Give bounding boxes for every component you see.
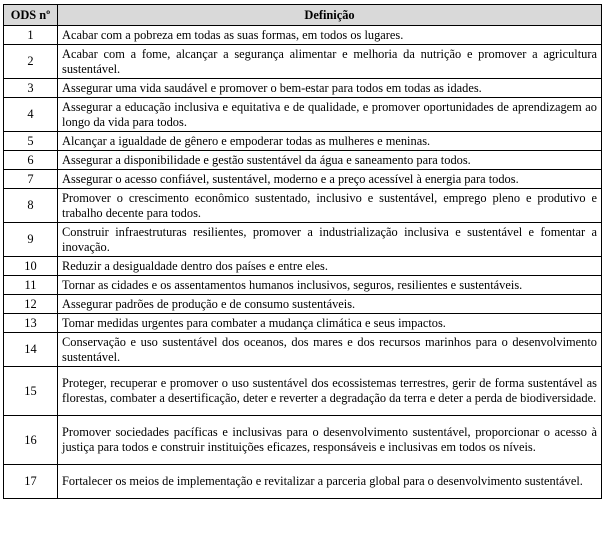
row-number: 16 — [4, 416, 58, 465]
row-number: 14 — [4, 333, 58, 367]
ods-table-container — [3, 4, 601, 499]
row-number: 3 — [4, 79, 58, 98]
row-number: 8 — [4, 189, 58, 223]
row-definition: Acabar com a pobreza em todas as suas formas, em todos os lugares. — [58, 26, 602, 45]
row-definition: Reduzir a desigualdade dentro dos países e entre eles. — [58, 257, 602, 276]
header-ods-number: ODS nº — [4, 5, 58, 26]
row-definition: Promover sociedades pacíficas e inclusivas para o desenvolvimento sustentável, proporcionar o acesso à justiça para todos e construir instituições eficazes, responsáveis e inclusivas em todos os níveis. — [58, 416, 602, 465]
table-row — [4, 132, 602, 151]
row-number: 5 — [4, 132, 58, 151]
table-row — [4, 151, 602, 170]
table-row — [4, 79, 602, 98]
table-row — [4, 257, 602, 276]
row-number: 4 — [4, 98, 58, 132]
header-definition: Definição — [58, 5, 602, 26]
row-number: 13 — [4, 314, 58, 333]
row-number: 1 — [4, 26, 58, 45]
row-definition: Acabar com a fome, alcançar a segurança alimentar e melhoria da nutrição e promover a agricultura sustentável. — [58, 45, 602, 79]
row-definition: Construir infraestruturas resilientes, promover a industrialização inclusiva e sustentável e fomentar a inovação. — [58, 223, 602, 257]
table-row — [4, 465, 602, 499]
table-row — [4, 416, 602, 465]
row-definition: Assegurar a disponibilidade e gestão sustentável da água e saneamento para todos. — [58, 151, 602, 170]
row-definition: Assegurar a educação inclusiva e equitativa e de qualidade, e promover oportunidades de aprendizagem ao longo da vida para todos. — [58, 98, 602, 132]
table-header-row — [4, 5, 602, 26]
row-number: 17 — [4, 465, 58, 499]
row-definition: Fortalecer os meios de implementação e revitalizar a parceria global para o desenvolvimento sustentável. — [58, 465, 602, 499]
row-definition: Promover o crescimento econômico sustentado, inclusivo e sustentável, emprego pleno e produtivo e trabalho decente para todos. — [58, 189, 602, 223]
row-definition: Assegurar o acesso confiável, sustentável, moderno e a preço acessível à energia para todos. — [58, 170, 602, 189]
table-row — [4, 276, 602, 295]
table-row — [4, 45, 602, 79]
row-definition: Tornar as cidades e os assentamentos humanos inclusivos, seguros, resilientes e sustentáveis. — [58, 276, 602, 295]
row-definition: Tomar medidas urgentes para combater a mudança climática e seus impactos. — [58, 314, 602, 333]
ods-table — [3, 4, 602, 499]
row-definition: Assegurar uma vida saudável e promover o bem-estar para todos em todas as idades. — [58, 79, 602, 98]
row-definition: Conservação e uso sustentável dos oceanos, dos mares e dos recursos marinhos para o desenvolvimento sustentável. — [58, 333, 602, 367]
row-definition: Proteger, recuperar e promover o uso sustentável dos ecossistemas terrestres, gerir de forma sustentável as florestas, combater a desertificação, deter e reverter a degradação da terra e deter a perda de biodiversidade. — [58, 367, 602, 416]
row-number: 12 — [4, 295, 58, 314]
table-row — [4, 223, 602, 257]
table-row — [4, 189, 602, 223]
table-row — [4, 314, 602, 333]
row-number: 15 — [4, 367, 58, 416]
table-row — [4, 170, 602, 189]
table-row — [4, 98, 602, 132]
row-number: 2 — [4, 45, 58, 79]
table-row — [4, 333, 602, 367]
row-number: 9 — [4, 223, 58, 257]
table-row — [4, 26, 602, 45]
row-definition: Assegurar padrões de produção e de consumo sustentáveis. — [58, 295, 602, 314]
row-number: 11 — [4, 276, 58, 295]
row-number: 6 — [4, 151, 58, 170]
row-definition: Alcançar a igualdade de gênero e empoderar todas as mulheres e meninas. — [58, 132, 602, 151]
table-row — [4, 295, 602, 314]
table-row — [4, 367, 602, 416]
row-number: 10 — [4, 257, 58, 276]
row-number: 7 — [4, 170, 58, 189]
